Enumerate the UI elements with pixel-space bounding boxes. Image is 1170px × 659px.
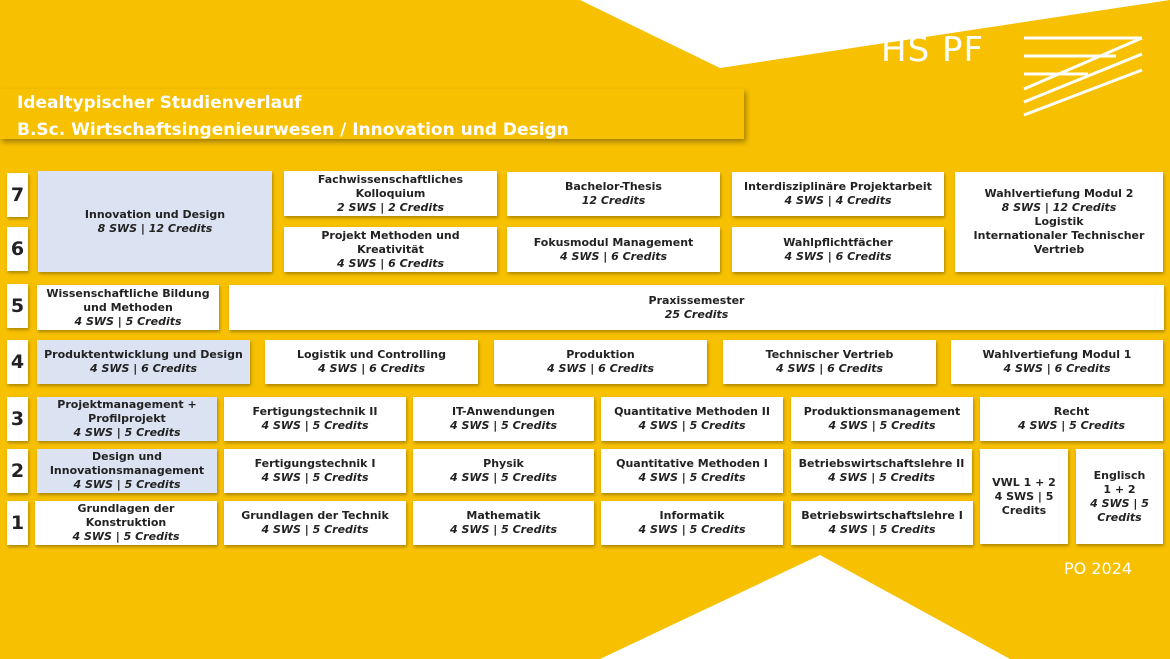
module-name: Design und Innovationsmanagement <box>49 450 205 477</box>
module-credits: 4 SWS | 5 Credits <box>72 530 180 543</box>
module-credits: 4 SWS | 6 Credits <box>784 249 892 263</box>
module-name: Mathematik <box>466 509 541 522</box>
module-name: VWL 1 + 2 <box>992 475 1056 489</box>
module-credits: 4 SWS | 5 Credits <box>1090 496 1149 524</box>
module-name: Praxissemester <box>648 293 745 307</box>
module-praxissemester[interactable] <box>229 285 1164 330</box>
logo-stripes-icon <box>1018 30 1150 120</box>
module-credits: 4 SWS | 6 Credits <box>1003 362 1111 375</box>
semester-6: 6 <box>7 227 28 271</box>
module-credits: 4 SWS | 5 Credits <box>828 523 936 536</box>
po-version: PO 2024 <box>1064 559 1133 578</box>
module-credits: 4 SWS | 6 Credits <box>559 249 668 263</box>
module-name: Wahlpflichtfächer <box>783 235 893 249</box>
module-name: Quantitative Methoden I <box>616 457 768 470</box>
module-name: Produktionsmanagement <box>803 405 961 418</box>
module-fertigungstechnik-1[interactable] <box>224 449 406 493</box>
module-credits: 8 SWS | 12 Credits <box>97 221 213 235</box>
module-recht[interactable] <box>980 397 1163 441</box>
module-bwl-2[interactable] <box>791 449 972 493</box>
module-credits: 4 SWS | 4 Credits <box>784 194 892 207</box>
module-name: Produktentwicklung und Design <box>44 348 243 361</box>
module-credits: 4 SWS | 5 Credits <box>261 523 369 536</box>
module-name: IT-Anwendungen <box>451 405 556 418</box>
module-credits: 4 SWS | 5 Credits <box>827 471 935 484</box>
module-credits: 4 SWS | 5 Credits <box>449 523 558 536</box>
module-name: Logistik und Controlling <box>296 348 446 361</box>
module-name: Wissenschaftliche Bildung und Methoden <box>46 286 210 314</box>
module-credits: 12 Credits <box>581 194 646 207</box>
module-credits: 4 SWS | 5 Credits <box>73 426 181 439</box>
module-credits: 2 SWS | 2 Credits <box>336 200 444 214</box>
module-grundlagen-technik[interactable] <box>224 501 406 545</box>
module-credits: 4 SWS | 5 Credits <box>828 419 936 432</box>
module-name: Recht <box>1053 405 1090 418</box>
module-credits: 4 SWS | 5 Credits <box>74 314 182 328</box>
module-name: Innovation und Design <box>84 207 226 221</box>
module-credits: 4 SWS | 5 Credits <box>638 471 746 484</box>
module-name: Wahlvertiefung Modul 1 <box>982 348 1132 361</box>
module-credits: 4 SWS | 5 Credits <box>638 419 746 432</box>
semester-2: 2 <box>7 449 28 493</box>
module-name: Fachwissenschaftliches Kolloquium <box>317 172 464 200</box>
module-grundlagen-konstruktion[interactable] <box>35 501 217 545</box>
module-name: Grundlagen der Konstruktion <box>77 502 175 529</box>
module-design-innovationsmanagement[interactable] <box>37 449 217 493</box>
module-name: Grundlagen der Technik <box>241 509 389 522</box>
module-wahlpflicht[interactable] <box>732 227 944 272</box>
module-it-anwendungen[interactable] <box>413 397 594 441</box>
module-vwl[interactable] <box>980 449 1068 544</box>
module-mathematik[interactable] <box>413 501 594 545</box>
module-credits: 4 SWS | 6 Credits <box>89 362 197 375</box>
module-physik[interactable] <box>413 449 594 493</box>
module-informatik[interactable] <box>601 501 783 545</box>
module-credits: 4 SWS | 5 Credits <box>261 471 369 484</box>
module-innovation-design[interactable] <box>38 171 272 272</box>
module-name: Betriebswirtschaftslehre II <box>798 457 965 470</box>
module-credits: 4 SWS | 6 Credits <box>775 362 884 375</box>
title-line-1: Idealtypischer Studienverlauf <box>17 93 302 113</box>
module-projektarbeit[interactable] <box>732 172 944 216</box>
module-kolloquium[interactable] <box>284 171 497 216</box>
module-fertigungstechnik-2[interactable] <box>224 397 406 441</box>
module-name: Technischer Vertrieb <box>765 348 894 361</box>
module-credits: 4 SWS | 6 Credits <box>317 362 425 375</box>
module-name: Betriebswirtschaftslehre I <box>801 509 963 522</box>
module-name: Projektmanagement + Profilprojekt <box>57 398 197 425</box>
module-projektmanagement[interactable] <box>37 397 217 441</box>
module-name: Quantitative Methoden II <box>614 405 770 418</box>
module-credits: 4 SWS | 6 Credits <box>546 362 655 375</box>
module-produktentwicklung[interactable] <box>37 340 250 384</box>
module-credits: 4 SWS | 5 Credits <box>1017 419 1126 432</box>
module-name: Englisch 1 + 2 <box>1093 468 1146 496</box>
module-name: Bachelor-Thesis <box>565 180 662 193</box>
module-englisch[interactable] <box>1076 449 1163 544</box>
module-logistik-controlling[interactable] <box>265 340 478 384</box>
module-wiss-bildung[interactable] <box>37 285 219 330</box>
module-options: Logistik Internationaler Technischer Vertrieb <box>973 215 1145 256</box>
module-produktion[interactable] <box>494 340 707 384</box>
module-credits: 4 SWS | 5 Credits <box>73 478 181 491</box>
module-name: Physik <box>483 457 524 470</box>
logo-text: HS PF <box>881 30 985 70</box>
module-credits: 4 SWS | 5 Credits <box>261 419 369 432</box>
module-credits: 4 SWS | 5 Credits <box>638 523 746 536</box>
module-credits: 4 SWS | 5 Credits <box>994 489 1054 517</box>
module-name: Produktion <box>566 348 635 361</box>
module-name: Fokusmodul Management <box>533 235 694 249</box>
module-credits: 4 SWS | 6 Credits <box>336 256 445 270</box>
module-projekt-methoden[interactable] <box>284 227 497 272</box>
module-credits: 8 SWS | 12 Credits <box>1001 201 1117 214</box>
module-technischer-vertrieb[interactable] <box>723 340 936 384</box>
module-credits: 25 Credits <box>664 307 729 321</box>
module-produktionsmanagement[interactable] <box>791 397 973 441</box>
semester-4: 4 <box>7 340 28 384</box>
module-name: Projekt Methoden und Kreativität <box>321 228 460 256</box>
module-name: Fertigungstechnik II <box>252 405 378 418</box>
module-name: Wahlvertiefung Modul 2 <box>984 187 1134 200</box>
module-name: Informatik <box>659 509 725 522</box>
module-credits: 4 SWS | 5 Credits <box>449 471 558 484</box>
module-fokusmodul[interactable] <box>507 227 720 272</box>
module-bachelor-thesis[interactable] <box>507 172 720 216</box>
module-quant-methoden-1[interactable] <box>601 449 783 493</box>
semester-1: 1 <box>7 501 28 545</box>
semester-3: 3 <box>7 397 28 441</box>
module-wahlvertiefung-1[interactable] <box>951 340 1163 384</box>
semester-5: 5 <box>7 284 28 328</box>
module-name: Interdisziplinäre Projektarbeit <box>744 180 932 193</box>
module-wahlvertiefung-2[interactable] <box>955 172 1163 272</box>
title-box <box>0 89 744 139</box>
module-name: Fertigungstechnik I <box>254 457 376 470</box>
title-line-2: B.Sc. Wirtschaftsingenieurwesen / Innovation und Design <box>17 120 569 140</box>
semester-7: 7 <box>7 173 28 217</box>
module-bwl-1[interactable] <box>791 501 973 545</box>
module-credits: 4 SWS | 5 Credits <box>449 419 558 432</box>
module-quant-methoden-2[interactable] <box>601 397 783 441</box>
